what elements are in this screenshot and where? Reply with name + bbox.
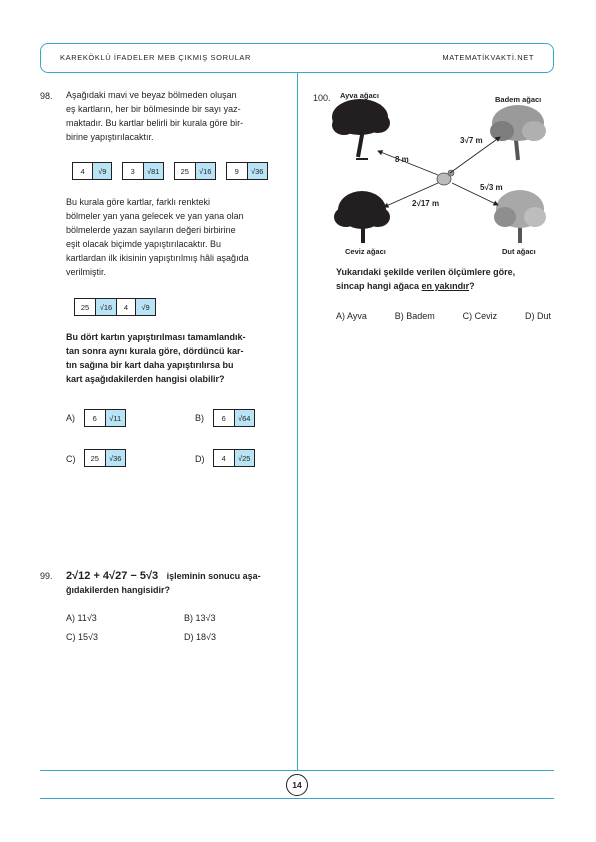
- option-a-label[interactable]: A): [66, 413, 75, 423]
- page-number: 14: [286, 774, 308, 796]
- site-name: MATEMATİKVAKTİ.NET: [442, 53, 534, 62]
- column-divider: [297, 73, 298, 770]
- q100-option-a[interactable]: A) Ayva: [336, 311, 367, 321]
- option-d-label[interactable]: D): [195, 454, 205, 464]
- option-c-card[interactable]: 25 √36: [84, 449, 126, 467]
- ayva-label: Ayva ağacı: [340, 91, 379, 100]
- q99-option-c[interactable]: C) 15√3: [66, 632, 98, 642]
- header-title: KAREKÖKLÜ İFADELER MEB ÇIKMIŞ SORULAR: [60, 53, 251, 62]
- q98-rule: Bu kurala göre kartlar, farklı renkteki bölmeler yan yana gelecek ve yan yana olan bölmelerde yazan sayıların değeri birbirine eşit olacak biçimde yapıştırılacaktır. Bu kartlardan ilk ikisinin yapıştırılmış hâli aşağıda verilmiştir.: [66, 197, 249, 277]
- distance-dut: 5√3 m: [480, 183, 503, 192]
- card-2: 3 √81: [122, 162, 164, 180]
- dut-label: Dut ağacı: [502, 247, 536, 256]
- q98-question: Bu dört kartın yapıştırılması tamamlandık- tan sonra aynı kurala göre, dördüncü kar- tın sağına bir kart daha yapıştırılırsa bu kart aşağıdakilerden hangisi olabilir?: [66, 332, 246, 384]
- q100-option-c[interactable]: C) Ceviz: [462, 311, 498, 321]
- distance-ceviz: 2√17 m: [412, 199, 440, 208]
- q99-question: 2√12 + 4√27 − 5√3 işleminin sonucu aşa- ğıdakilerden hangisidir?: [66, 570, 261, 595]
- q100-question: Yukarıdaki şekilde verilen ölçümlere göre, sincap hangi ağaca en yakındır?: [336, 267, 516, 291]
- joined-cards: 25 √16 4 √9: [74, 298, 156, 316]
- q99-number: 99.: [40, 571, 53, 581]
- ceviz-label: Ceviz ağacı: [345, 247, 386, 256]
- q100-option-d[interactable]: D) Dut: [524, 311, 551, 321]
- tree-figure: [330, 95, 560, 260]
- ayva-tree-icon: [332, 99, 390, 159]
- badem-label: Badem ağacı: [495, 95, 542, 104]
- option-a-card[interactable]: 6 √11: [84, 409, 126, 427]
- q100-options: [336, 311, 551, 321]
- q98-intro: Aşağıdaki mavi ve beyaz bölmeden oluşan eş kartların, her bir bölmesinde bir sayı yaz- maktadır. Bu kartlar belirli bir kurala göre bir- birine yapıştırılacaktır.: [66, 90, 244, 142]
- footer-line-top: [40, 770, 554, 771]
- badem-tree-icon: [490, 105, 546, 160]
- q98-number: 98.: [40, 91, 53, 101]
- card-3: 25 √16: [174, 162, 216, 180]
- distance-badem: 3√7 m: [460, 136, 483, 145]
- dut-tree-icon: [494, 190, 546, 243]
- q100-number: 100.: [313, 93, 331, 103]
- option-b-card[interactable]: 6 √64: [213, 409, 255, 427]
- card-4: 9 √36: [226, 162, 268, 180]
- q100-option-b[interactable]: B) Badem: [394, 311, 435, 321]
- q99-expression: 2√12 + 4√27 − 5√3: [66, 570, 159, 582]
- distance-ayva: 8 m: [395, 155, 409, 164]
- option-b-label[interactable]: B): [195, 413, 204, 423]
- q99-option-a[interactable]: A) 11√3: [66, 613, 97, 623]
- footer-line-bottom: [40, 798, 554, 799]
- ceviz-tree-icon: [334, 191, 390, 243]
- card-1: 4 √9: [72, 162, 112, 180]
- q99-option-b[interactable]: B) 13√3: [184, 613, 216, 623]
- q99-option-d[interactable]: D) 18√3: [184, 632, 216, 642]
- option-d-card[interactable]: 4 √25: [213, 449, 255, 467]
- option-c-label[interactable]: C): [66, 454, 76, 464]
